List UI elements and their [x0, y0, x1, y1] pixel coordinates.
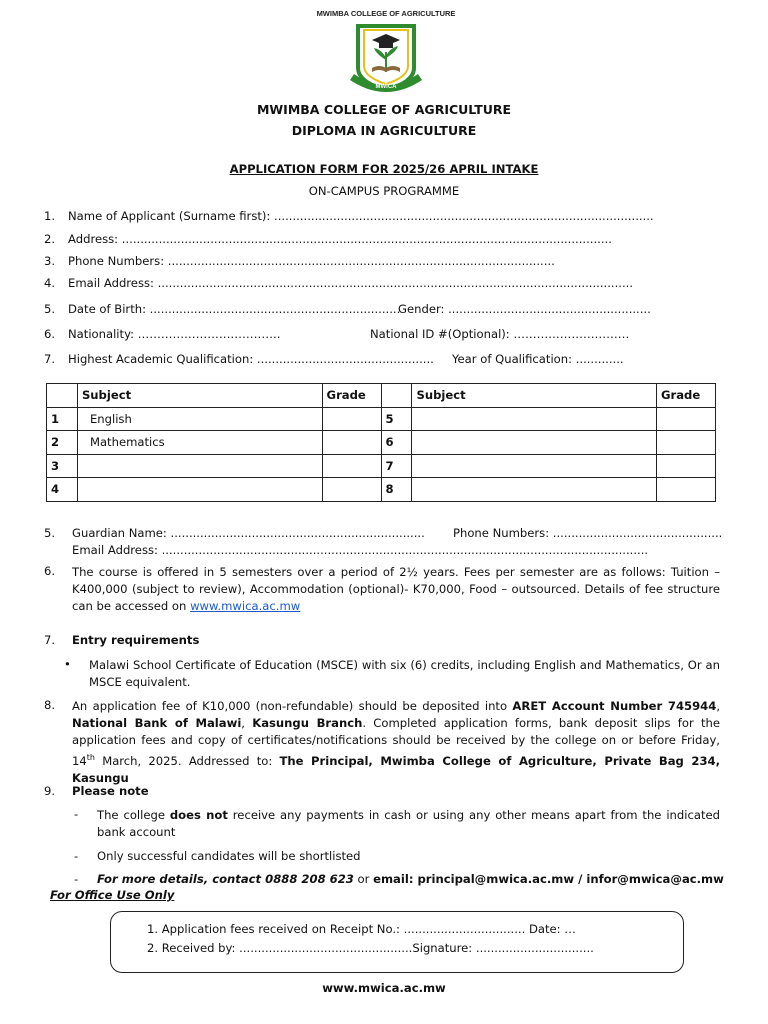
- section-number: 7.: [44, 633, 56, 647]
- grade-cell[interactable]: [656, 431, 715, 455]
- gender-field[interactable]: Gender: .......................................................: [398, 302, 651, 316]
- grade-cell[interactable]: [656, 407, 715, 431]
- subject-header: Subject: [77, 384, 322, 408]
- row-number: 6: [381, 431, 412, 455]
- row-number: 7: [381, 454, 412, 478]
- college-logo: [316, 4, 456, 96]
- footer-website: www.mwica.ac.mw: [322, 981, 446, 995]
- guardian-email-field[interactable]: Email Address: ....................................................................................................................................: [72, 543, 649, 557]
- row-number: 5: [381, 407, 412, 431]
- phone-numbers-field[interactable]: Phone Numbers: .........................................................................................................: [68, 254, 555, 268]
- address-field[interactable]: Address: .....................................................................................................................................: [68, 232, 612, 246]
- subject-cell[interactable]: [77, 478, 322, 502]
- row-number: 8: [381, 478, 412, 502]
- fee-text: . Completed application forms, bank deposit slips for the application fees and copy of certificates/notifications should be received by the college on or before Friday, 14: [72, 716, 720, 768]
- note-emphasis: does not: [169, 808, 228, 822]
- grade-cell[interactable]: [322, 454, 381, 478]
- fee-text: An application fee of K10,000 (non-refundable) should be deposited into: [72, 699, 513, 713]
- table-header-row: [47, 384, 716, 408]
- subject-header: Subject: [412, 384, 657, 408]
- dash: -: [74, 872, 79, 886]
- office-use-title: For Office Use Only: [50, 888, 175, 902]
- row-number: 2: [47, 431, 78, 455]
- section-number: 6.: [44, 564, 56, 578]
- grade-cell[interactable]: [656, 478, 715, 502]
- year-of-qualification-field[interactable]: Year of Qualification: .............: [452, 352, 624, 366]
- subject-cell[interactable]: [412, 478, 657, 502]
- course-info: [72, 564, 720, 615]
- email-address-field[interactable]: Email Address: .................................................................................................................................: [68, 276, 634, 290]
- row-number: 1: [47, 407, 78, 431]
- grade-header: Grade: [656, 384, 715, 408]
- note-contact: [97, 872, 724, 886]
- date-of-birth-field[interactable]: Date of Birth: ....................................................................: [68, 302, 401, 316]
- logo-text-bottom: MWICA: [375, 84, 397, 90]
- dash: -: [74, 849, 79, 863]
- table-cell: [381, 384, 412, 408]
- field-number: 6.: [44, 327, 56, 341]
- field-number: 1.: [44, 209, 56, 223]
- table-row: [47, 407, 716, 431]
- national-id-field[interactable]: National ID #(Optional): …………………………: [370, 327, 630, 341]
- nationality-field[interactable]: Nationality: ……………………………….: [68, 327, 281, 341]
- note-text: receive any payments in cash or using any other means apart from the indicated bank account: [97, 808, 720, 839]
- row-number: 4: [47, 478, 78, 502]
- fee-text: ,: [241, 716, 253, 730]
- grade-header: Grade: [322, 384, 381, 408]
- programme-name: DIPLOMA IN AGRICULTURE: [291, 123, 477, 138]
- bullet: •: [64, 657, 71, 671]
- please-note-title: Please note: [72, 784, 149, 798]
- superscript: th: [86, 753, 95, 762]
- fee-text: ,: [716, 699, 720, 713]
- subject-cell[interactable]: English: [77, 407, 322, 431]
- subject-cell[interactable]: [412, 431, 657, 455]
- received-by-line[interactable]: 2. Received by: ...............................................Signature: ................................: [147, 941, 594, 955]
- section-number: 9.: [44, 784, 56, 798]
- guardian-name-field[interactable]: Guardian Name: .....................................................................: [72, 526, 425, 540]
- grade-cell[interactable]: [322, 407, 381, 431]
- postal-address: The Principal, Mwimba College of Agriculture, Private Bag 234, Kasungu: [72, 753, 720, 785]
- subject-cell[interactable]: [412, 454, 657, 478]
- subject-cell[interactable]: [77, 454, 322, 478]
- course-text: The course is offered in 5 semesters over a period of 2½ years. Fees per semester are as follows: Tuition – K400,000 (subject to review), Accommodation (optional)- K70,000, Food – outsourced. Details of fee structure can be accessed on: [72, 565, 720, 613]
- fee-instructions: [72, 698, 720, 787]
- note-payments: [97, 807, 720, 841]
- receipt-line[interactable]: 1. Application fees received on Receipt No.: ................................. Date: …: [147, 922, 576, 936]
- entry-requirements-title: Entry requirements: [72, 633, 200, 647]
- subjects-table: [46, 383, 716, 502]
- field-number: 7.: [44, 352, 56, 366]
- field-number: 5.: [44, 302, 56, 316]
- bank-branch: Kasungu Branch: [252, 716, 363, 730]
- subject-cell[interactable]: Mathematics: [77, 431, 322, 455]
- row-number: 3: [47, 454, 78, 478]
- applicant-name-field[interactable]: Name of Applicant (Surname first): .......................................................................................................: [68, 209, 654, 223]
- college-name: MWIMBA COLLEGE OF AGRICULTURE: [256, 102, 512, 117]
- logo-text-top: MWIMBA COLLEGE OF AGRICULTURE: [316, 9, 456, 18]
- fee-text: March, 2025. Addressed to:: [94, 753, 280, 768]
- office-use-box: [110, 911, 684, 973]
- website-link[interactable]: www.mwica.ac.mw: [190, 599, 301, 613]
- field-number: 3.: [44, 254, 56, 268]
- entry-requirements-text: Malawi School Certificate of Education (MSCE) with six (6) credits, including English and Mathematics, Or an MSCE equivalent.: [89, 658, 720, 689]
- table-row: [47, 454, 716, 478]
- grade-cell[interactable]: [322, 478, 381, 502]
- contact-emails: email: principal@mwica.ac.mw / infor@mwica@ac.mw: [373, 872, 724, 886]
- note-shortlisted: Only successful candidates will be shortlisted: [97, 849, 361, 863]
- dash: -: [74, 807, 79, 821]
- form-title: APPLICATION FORM FOR 2025/26 APRIL INTAKE: [229, 162, 539, 176]
- programme-mode: ON-CAMPUS PROGRAMME: [308, 184, 460, 198]
- bank-name: National Bank of Malawi: [72, 716, 242, 730]
- table-row: [47, 478, 716, 502]
- note-text: or: [353, 872, 374, 886]
- guardian-phone-field[interactable]: Phone Numbers: ..............................................: [453, 526, 723, 540]
- account-number: ARET Account Number 745944: [512, 699, 717, 713]
- section-number: 8.: [44, 698, 56, 712]
- note-text: The college: [97, 808, 170, 822]
- contact-phone: For more details, contact 0888 208 623: [97, 872, 354, 886]
- table-cell: [47, 384, 78, 408]
- grade-cell[interactable]: [656, 454, 715, 478]
- grade-cell[interactable]: [322, 431, 381, 455]
- field-number: 2.: [44, 232, 56, 246]
- subject-cell[interactable]: [412, 407, 657, 431]
- section-number: 5.: [44, 526, 56, 540]
- table-row: [47, 431, 716, 455]
- field-number: 4.: [44, 276, 56, 290]
- qualification-field[interactable]: Highest Academic Qualification: ................................................: [68, 352, 434, 366]
